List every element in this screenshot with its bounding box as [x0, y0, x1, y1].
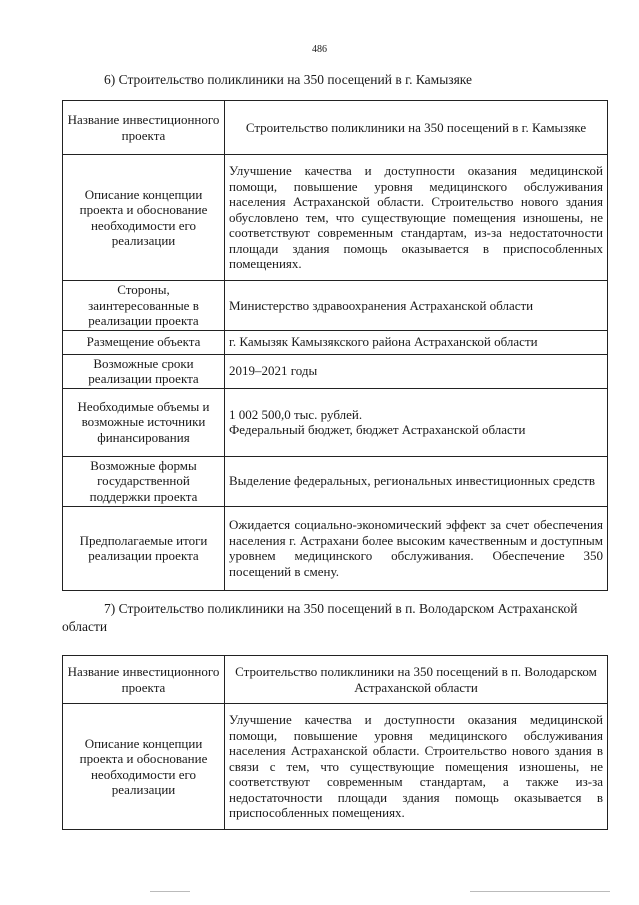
row-value: Министерство здравоохранения Астраханской области [225, 281, 608, 331]
page-number: 486 [312, 44, 327, 55]
row-value: 2019–2021 годы [225, 354, 608, 388]
row-value [225, 388, 608, 456]
row-label: Стороны, заинтересованные в реализации проекта [63, 281, 225, 331]
row-value: г. Камызяк Камызякского района Астраханской области [225, 330, 608, 354]
row-value: Улучшение качества и доступности оказания медицинской помощи, повышение уровня медицинского обслуживания населения Астраханской области. Строительство нового здания обусловлено тем, что существующие помещения изношены, не соответствуют современным стандартам, из-за недостаточности площади здания помощь оказывается в приспособленных помещениях. [225, 155, 608, 281]
row-value: Улучшение качества и доступности оказания медицинской помощи, повышение уровня медицинского обслуживания населения Астраханской области. Строительство нового здания в связи с тем, что существующие помещения изношены, не соответствуют современным стандартам, а также из-за недостаточности площади здания помощь оказывается в приспособленных помещениях. [225, 704, 608, 830]
row-label: Возможные формы государственной поддержки проекта [63, 456, 225, 506]
row-label: Описание концепции проекта и обоснование необходимости его реализации [63, 155, 225, 281]
row-value: Строительство поликлиники на 350 посещений в п. Володарском Астраханской области [225, 656, 608, 704]
project-table-7 [62, 655, 608, 830]
row-label: Предполагаемые итоги реализации проекта [63, 506, 225, 590]
table-row [63, 354, 608, 388]
row-label: Название инвестиционного проекта [63, 101, 225, 155]
row-label: Размещение объекта [63, 330, 225, 354]
row-value: Ожидается социально-экономический эффект за счет обеспечения населения г. Астрахани более высоким качественным и доступным уровнем медицинского обслуживания. Обеспечение 350 посещений в смену. [225, 506, 608, 590]
footer-rule-left [150, 891, 190, 892]
table-row [63, 281, 608, 331]
table-row [63, 155, 608, 281]
row-value: Строительство поликлиники на 350 посещений в г. Камызяке [225, 101, 608, 155]
table-row [63, 101, 608, 155]
table-row [63, 704, 608, 830]
table-row [63, 656, 608, 704]
funding-amount: 1 002 500,0 тыс. рублей. [229, 406, 363, 422]
footer-rule-right [470, 891, 610, 892]
table-row [63, 330, 608, 354]
table-row [63, 456, 608, 506]
row-label: Название инвестиционного проекта [63, 656, 225, 704]
section-heading-6: 6) Строительство поликлиники на 350 посещений в г. Камызяке [104, 72, 473, 87]
project-table-6 [62, 100, 608, 591]
funding-sources: Федеральный бюджет, бюджет Астраханской области [229, 422, 526, 437]
row-label: Необходимые объемы и возможные источники финансирования [63, 388, 225, 456]
row-label: Описание концепции проекта и обоснование необходимости его реализации [63, 704, 225, 830]
row-label: Возможные сроки реализации проекта [63, 354, 225, 388]
table-row [63, 388, 608, 456]
table-row [63, 506, 608, 590]
section-heading-7: 7) Строительство поликлиники на 350 посещений в п. Володарском Астраханской области [62, 601, 578, 634]
row-value: Выделение федеральных, региональных инвестиционных средств [225, 456, 608, 506]
